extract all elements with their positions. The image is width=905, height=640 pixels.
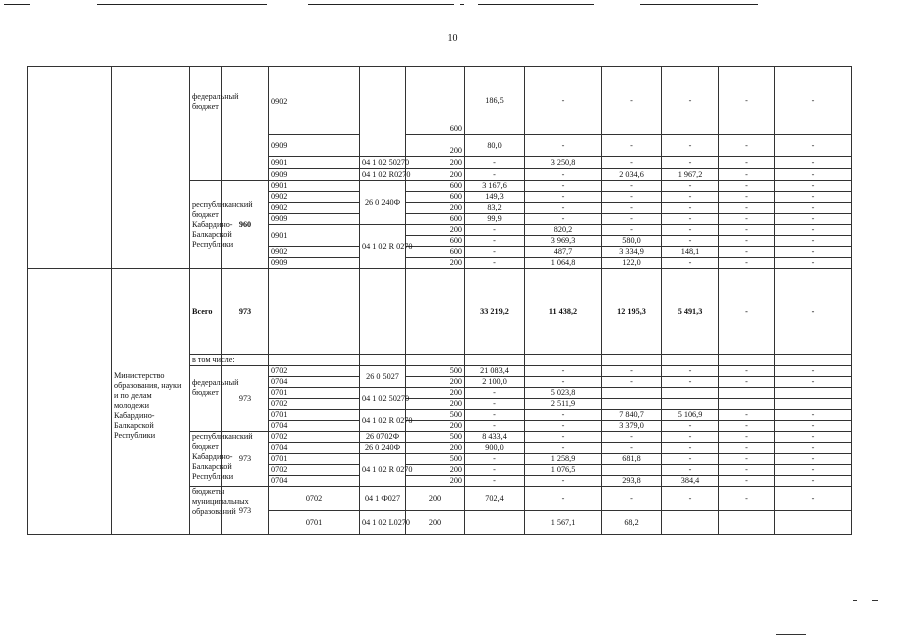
value-cell: 186,5 bbox=[465, 67, 525, 135]
value-cell bbox=[662, 388, 719, 399]
code-cell: 973 bbox=[222, 269, 269, 355]
value-cell: 122,0 bbox=[602, 258, 662, 269]
vr-cell: 200 bbox=[406, 169, 465, 181]
value-cell: - bbox=[465, 388, 525, 399]
value-cell: - bbox=[775, 157, 852, 169]
value-cell: 8 433,4 bbox=[465, 432, 525, 443]
section-cell: 0909 bbox=[269, 214, 360, 225]
value-cell: - bbox=[465, 421, 525, 432]
value-cell: - bbox=[525, 214, 602, 225]
value-cell: - bbox=[525, 67, 602, 135]
value-cell: 5 106,9 bbox=[662, 410, 719, 421]
value-cell: 80,0 bbox=[465, 135, 525, 157]
value-cell: - bbox=[662, 377, 719, 388]
value-cell: - bbox=[719, 67, 775, 135]
value-cell: 83,2 bbox=[465, 203, 525, 214]
source-label: федеральный бюджет bbox=[190, 67, 222, 181]
vr-cell: 500 bbox=[406, 454, 465, 465]
value-cell: - bbox=[719, 169, 775, 181]
value-cell: 21 083,4 bbox=[465, 366, 525, 377]
value-cell: - bbox=[775, 454, 852, 465]
section-cell: 0909 bbox=[269, 135, 360, 157]
value-cell: 1 967,2 bbox=[662, 169, 719, 181]
value-cell bbox=[662, 399, 719, 410]
value-cell bbox=[602, 465, 662, 476]
value-cell: 681,8 bbox=[602, 454, 662, 465]
value-cell: 580,0 bbox=[602, 236, 662, 247]
csr-cell: 26 0 240Ф bbox=[360, 443, 406, 454]
value-cell: - bbox=[602, 157, 662, 169]
section-cell: 0909 bbox=[269, 169, 360, 181]
value-cell: - bbox=[719, 487, 775, 511]
value-cell: - bbox=[775, 203, 852, 214]
value-cell: 3 167,6 bbox=[465, 181, 525, 192]
value-cell: - bbox=[602, 443, 662, 454]
vr-cell: 600 bbox=[406, 214, 465, 225]
vr-cell: 200 bbox=[406, 511, 465, 535]
value-cell: - bbox=[465, 247, 525, 258]
value-cell: - bbox=[775, 236, 852, 247]
value-cell: - bbox=[719, 258, 775, 269]
value-cell: - bbox=[602, 135, 662, 157]
value-cell: - bbox=[662, 366, 719, 377]
section-cell: 0701 bbox=[269, 388, 360, 399]
value-cell: - bbox=[602, 225, 662, 236]
value-cell: - bbox=[775, 421, 852, 432]
value-cell: - bbox=[719, 366, 775, 377]
value-cell: 3 969,3 bbox=[525, 236, 602, 247]
vr-cell: 600 bbox=[406, 247, 465, 258]
value-cell: 384,4 bbox=[662, 476, 719, 487]
value-cell: - bbox=[525, 377, 602, 388]
code-cell: 960 bbox=[222, 181, 269, 269]
total-label: Всего bbox=[190, 269, 222, 355]
page-number: 10 bbox=[447, 33, 458, 44]
value-cell: 3 334,9 bbox=[602, 247, 662, 258]
section-cell: 0901 bbox=[269, 157, 360, 169]
source-label: республиканский бюджет Кабардино-Балкарской Республики bbox=[190, 181, 222, 269]
group-2 bbox=[28, 269, 852, 535]
vr-cell: 500 bbox=[406, 366, 465, 377]
value-cell: 2 034,6 bbox=[602, 169, 662, 181]
total-value: 12 195,3 bbox=[602, 269, 662, 355]
value-cell: - bbox=[775, 169, 852, 181]
value-cell: - bbox=[775, 377, 852, 388]
section-cell: 0704 bbox=[269, 377, 360, 388]
group-1 bbox=[28, 67, 852, 269]
value-cell: - bbox=[602, 366, 662, 377]
value-cell: - bbox=[525, 432, 602, 443]
vr-cell: 600 bbox=[406, 192, 465, 203]
section-cell: 0704 bbox=[269, 421, 360, 432]
value-cell: - bbox=[525, 192, 602, 203]
value-cell: 148,1 bbox=[662, 247, 719, 258]
value-cell: - bbox=[662, 421, 719, 432]
value-cell: - bbox=[719, 157, 775, 169]
value-cell: - bbox=[662, 181, 719, 192]
value-cell: 820,2 bbox=[525, 225, 602, 236]
value-cell: - bbox=[719, 476, 775, 487]
section-cell: 0702 bbox=[269, 366, 360, 377]
section-cell: 0701 bbox=[269, 511, 360, 535]
value-cell: - bbox=[525, 476, 602, 487]
value-cell: - bbox=[662, 258, 719, 269]
vr-cell: 200 bbox=[406, 225, 465, 236]
csr-cell: 04 1 Ф027 bbox=[360, 487, 406, 511]
value-cell: - bbox=[662, 157, 719, 169]
vr-cell: 600 bbox=[406, 236, 465, 247]
value-cell: - bbox=[525, 410, 602, 421]
code-cell: 973 bbox=[222, 487, 269, 535]
vr-cell: 600 bbox=[406, 67, 465, 135]
source-label: федеральный бюджет bbox=[190, 366, 222, 432]
vr-cell: 200 bbox=[406, 443, 465, 454]
value-cell: - bbox=[465, 476, 525, 487]
value-cell: 3 379,0 bbox=[602, 421, 662, 432]
value-cell: - bbox=[719, 421, 775, 432]
value-cell: - bbox=[719, 432, 775, 443]
csr-cell: 26 0 5027 bbox=[360, 366, 406, 388]
section-cell: 0909 bbox=[269, 258, 360, 269]
value-cell: 293,8 bbox=[602, 476, 662, 487]
ministry-name: Министерство образования, науки и по делам молодежи Кабардино-Балкарской Республики bbox=[112, 269, 190, 535]
section-cell bbox=[269, 269, 360, 355]
value-cell: - bbox=[775, 410, 852, 421]
section-cell: 0701 bbox=[269, 454, 360, 465]
value-cell bbox=[662, 511, 719, 535]
budget-table bbox=[27, 66, 852, 535]
section-cell: 0901 bbox=[269, 225, 360, 247]
value-cell: - bbox=[662, 135, 719, 157]
value-cell: - bbox=[662, 214, 719, 225]
value-cell: - bbox=[602, 214, 662, 225]
value-cell: - bbox=[525, 443, 602, 454]
total-value: 33 219,2 bbox=[465, 269, 525, 355]
value-cell: 1 567,1 bbox=[525, 511, 602, 535]
csr-cell: 04 1 02 R0270 bbox=[360, 169, 406, 181]
csr-cell: 04 1 02 50270 bbox=[360, 157, 406, 169]
value-cell: - bbox=[662, 225, 719, 236]
value-cell: - bbox=[662, 465, 719, 476]
value-cell: - bbox=[775, 181, 852, 192]
total-row bbox=[28, 269, 852, 355]
value-cell: 1 076,5 bbox=[525, 465, 602, 476]
value-cell: - bbox=[662, 203, 719, 214]
value-cell: 5 023,8 bbox=[525, 388, 602, 399]
value-cell: - bbox=[719, 454, 775, 465]
value-cell: - bbox=[775, 192, 852, 203]
section-cell: 0902 bbox=[269, 67, 360, 135]
section-cell: 0702 bbox=[269, 465, 360, 476]
csr-cell: 04 1 02 L0270 bbox=[360, 511, 406, 535]
section-cell: 0702 bbox=[269, 399, 360, 410]
value-cell: - bbox=[465, 157, 525, 169]
value-cell: - bbox=[525, 366, 602, 377]
section-cell: 0702 bbox=[269, 432, 360, 443]
value-cell: - bbox=[525, 135, 602, 157]
vr-cell: 200 bbox=[406, 203, 465, 214]
value-cell: - bbox=[719, 203, 775, 214]
total-value: - bbox=[775, 269, 852, 355]
value-cell: - bbox=[719, 465, 775, 476]
value-cell: - bbox=[775, 443, 852, 454]
table-row bbox=[28, 67, 852, 135]
value-cell: - bbox=[525, 181, 602, 192]
value-cell: - bbox=[602, 432, 662, 443]
source-label: бюджеты муниципальных образований bbox=[190, 487, 222, 535]
value-cell: - bbox=[719, 181, 775, 192]
value-cell: - bbox=[602, 181, 662, 192]
section-cell: 0902 bbox=[269, 247, 360, 258]
vr-cell: 200 bbox=[406, 135, 465, 157]
csr-cell: 04 1 02 50270 bbox=[360, 388, 406, 410]
value-cell: - bbox=[525, 421, 602, 432]
value-cell: - bbox=[602, 192, 662, 203]
value-cell: - bbox=[662, 432, 719, 443]
vr-cell: 500 bbox=[406, 410, 465, 421]
value-cell: - bbox=[775, 67, 852, 135]
code-cell bbox=[222, 67, 269, 181]
col-1-empty bbox=[28, 269, 112, 535]
value-cell: 900,0 bbox=[465, 443, 525, 454]
vr-cell: 200 bbox=[406, 258, 465, 269]
total-value: 11 438,2 bbox=[525, 269, 602, 355]
section-cell: 0702 bbox=[269, 487, 360, 511]
value-cell: - bbox=[465, 236, 525, 247]
value-cell: 99,9 bbox=[465, 214, 525, 225]
value-cell: - bbox=[662, 236, 719, 247]
value-cell: - bbox=[662, 454, 719, 465]
value-cell: - bbox=[662, 443, 719, 454]
value-cell: 1 258,9 bbox=[525, 454, 602, 465]
value-cell bbox=[775, 399, 852, 410]
value-cell: - bbox=[602, 487, 662, 511]
csr-cell: 04 1 02 R 0270 bbox=[360, 454, 406, 487]
value-cell: - bbox=[775, 432, 852, 443]
value-cell: - bbox=[775, 135, 852, 157]
value-cell: - bbox=[775, 465, 852, 476]
vr-cell: 200 bbox=[406, 487, 465, 511]
value-cell: - bbox=[719, 443, 775, 454]
vr-cell: 200 bbox=[406, 377, 465, 388]
value-cell: - bbox=[775, 476, 852, 487]
vr-cell: 200 bbox=[406, 388, 465, 399]
including-label: в том числе: bbox=[190, 355, 222, 366]
value-cell: - bbox=[775, 247, 852, 258]
value-cell bbox=[465, 511, 525, 535]
value-cell: - bbox=[775, 214, 852, 225]
value-cell: - bbox=[719, 135, 775, 157]
value-cell: - bbox=[775, 487, 852, 511]
vr-cell: 200 bbox=[406, 465, 465, 476]
value-cell: 2 511,9 bbox=[525, 399, 602, 410]
value-cell: - bbox=[775, 225, 852, 236]
code-cell: 973 bbox=[222, 366, 269, 432]
value-cell: - bbox=[719, 236, 775, 247]
value-cell: 3 250,8 bbox=[525, 157, 602, 169]
value-cell: - bbox=[719, 247, 775, 258]
source-label: республиканский бюджет Кабардино-Балкарской Республики bbox=[190, 432, 222, 487]
value-cell bbox=[602, 388, 662, 399]
value-cell: - bbox=[719, 214, 775, 225]
value-cell: 149,3 bbox=[465, 192, 525, 203]
vr-cell: 200 bbox=[406, 421, 465, 432]
col-2-empty bbox=[112, 67, 190, 269]
csr-cell: 04 1 02 R 0270 bbox=[360, 410, 406, 432]
value-cell: - bbox=[662, 487, 719, 511]
value-cell: - bbox=[465, 258, 525, 269]
code-cell: 973 bbox=[222, 432, 269, 487]
vr-cell: 600 bbox=[406, 181, 465, 192]
col-1-empty bbox=[28, 67, 112, 269]
csr-cell bbox=[360, 269, 406, 355]
value-cell bbox=[719, 511, 775, 535]
value-cell: - bbox=[525, 169, 602, 181]
value-cell: 487,7 bbox=[525, 247, 602, 258]
total-value: 5 491,3 bbox=[662, 269, 719, 355]
value-cell: 2 100,0 bbox=[465, 377, 525, 388]
value-cell bbox=[719, 399, 775, 410]
value-cell: - bbox=[602, 67, 662, 135]
vr-cell: 200 bbox=[406, 476, 465, 487]
value-cell: - bbox=[525, 487, 602, 511]
csr-cell: 26 0 240Ф bbox=[360, 181, 406, 225]
value-cell bbox=[775, 388, 852, 399]
value-cell: - bbox=[719, 225, 775, 236]
value-cell: - bbox=[662, 67, 719, 135]
vr-cell: 500 bbox=[406, 432, 465, 443]
total-value: - bbox=[719, 269, 775, 355]
value-cell: - bbox=[719, 377, 775, 388]
value-cell: 68,2 bbox=[602, 511, 662, 535]
value-cell: - bbox=[662, 192, 719, 203]
value-cell: - bbox=[719, 192, 775, 203]
value-cell: - bbox=[775, 366, 852, 377]
value-cell: 702,4 bbox=[465, 487, 525, 511]
vr-cell: 200 bbox=[406, 157, 465, 169]
section-cell: 0704 bbox=[269, 443, 360, 454]
value-cell: - bbox=[602, 377, 662, 388]
section-cell: 0704 bbox=[269, 476, 360, 487]
section-cell: 0901 bbox=[269, 181, 360, 192]
section-cell: 0902 bbox=[269, 192, 360, 203]
value-cell: - bbox=[465, 399, 525, 410]
value-cell: - bbox=[465, 169, 525, 181]
value-cell: 1 064,8 bbox=[525, 258, 602, 269]
csr-cell bbox=[360, 67, 406, 157]
value-cell: - bbox=[465, 454, 525, 465]
value-cell: - bbox=[775, 258, 852, 269]
vr-cell: 200 bbox=[406, 399, 465, 410]
section-cell: 0902 bbox=[269, 203, 360, 214]
csr-cell: 26 0702Ф bbox=[360, 432, 406, 443]
value-cell: - bbox=[465, 465, 525, 476]
vr-cell bbox=[406, 269, 465, 355]
value-cell: - bbox=[465, 410, 525, 421]
value-cell: - bbox=[719, 410, 775, 421]
value-cell: - bbox=[525, 203, 602, 214]
value-cell bbox=[775, 511, 852, 535]
section-cell: 0701 bbox=[269, 410, 360, 421]
value-cell: - bbox=[602, 203, 662, 214]
value-cell bbox=[602, 399, 662, 410]
value-cell bbox=[719, 388, 775, 399]
csr-cell: 04 1 02 R 0270 bbox=[360, 225, 406, 269]
value-cell: - bbox=[465, 225, 525, 236]
value-cell: 7 840,7 bbox=[602, 410, 662, 421]
